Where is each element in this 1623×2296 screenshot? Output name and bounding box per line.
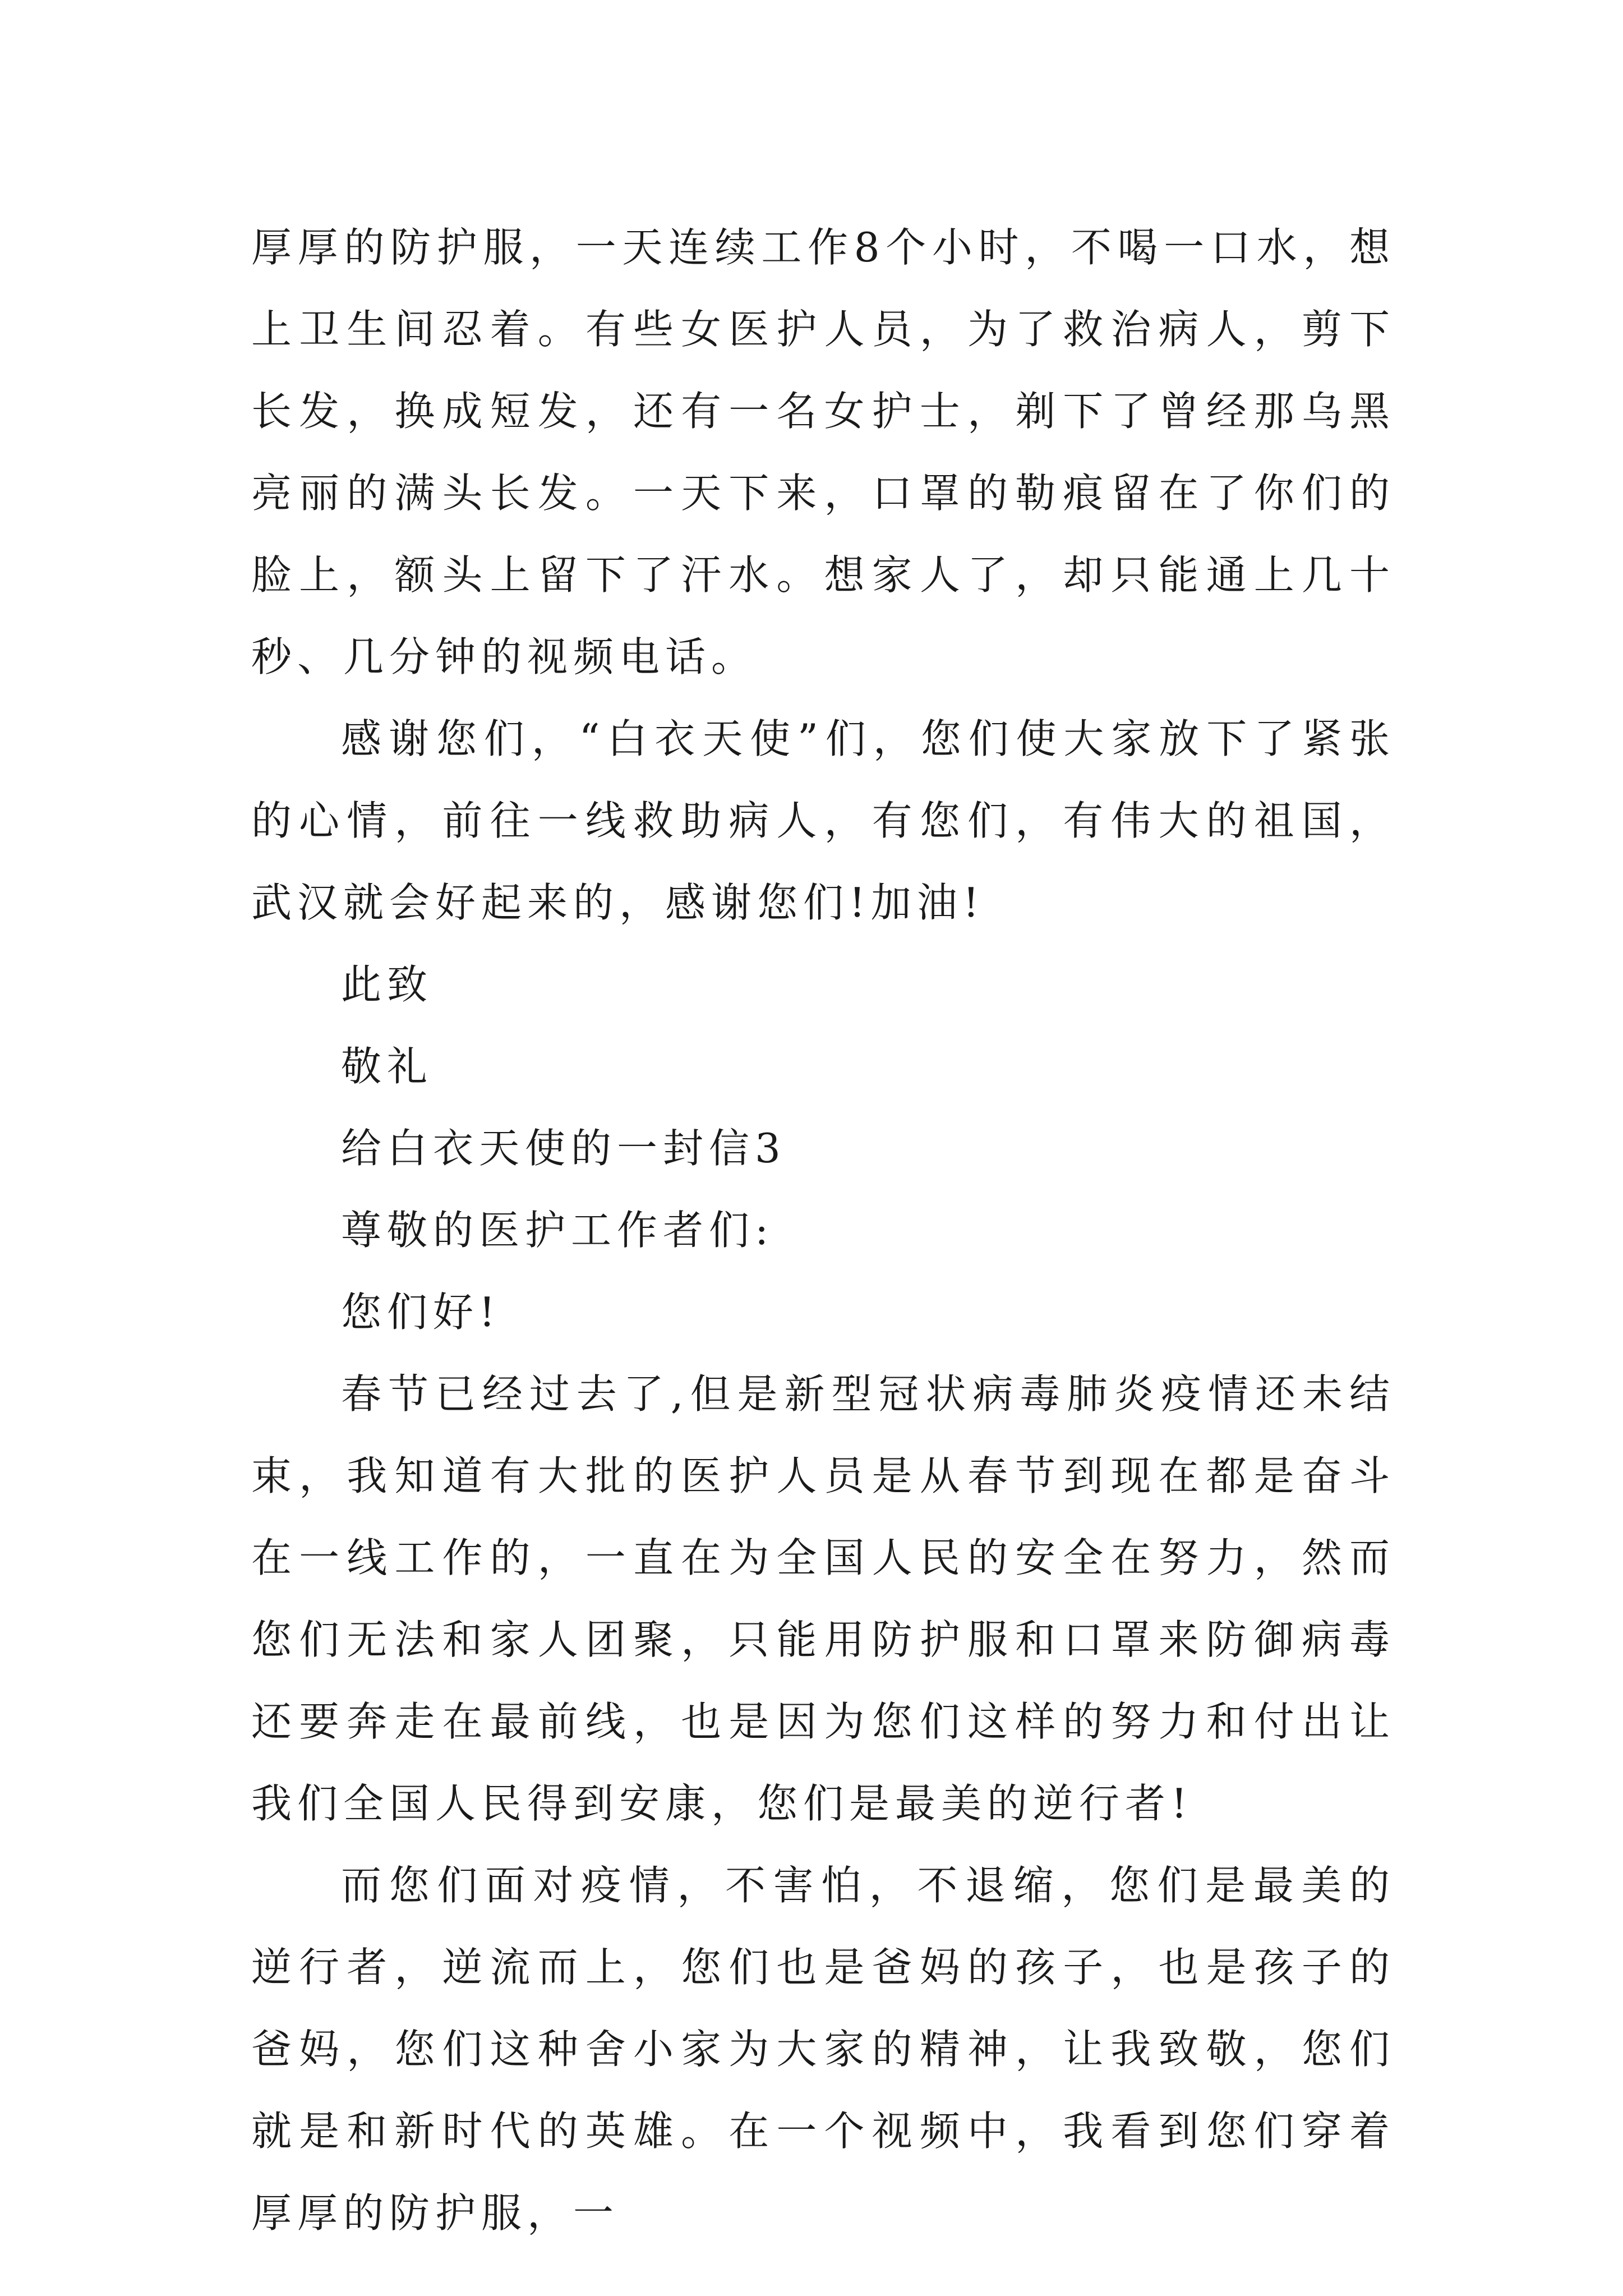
letter-body (251, 206, 1395, 2254)
closing-salutation: 此致 (341, 961, 434, 1008)
paragraph-4: 而您们面对疫情，不害怕，不退缩，您们是最美的逆行者，逆流而上，您们也是爸妈的孩子，也是孩子的爸妈，您们这种舍小家为大家的精神，让我致敬，您们就是和新时代的英雄。在一个视频中，我看到您们穿着厚厚的防护服，一 (251, 1862, 1395, 2237)
letter-greeting: 尊敬的医护工作者们: (341, 1207, 774, 1254)
paragraph-1: 厚厚的防护服，一天连续工作8个小时，不喝一口水，想上卫生间忍着。有些女医护人员，为了救治病人，剪下长发，换成短发，还有一名女护士，剃下了曾经那乌黑亮丽的满头长发。一天下来，口罩的勒痕留在了你们的脸上，额头上留下了汗水。想家人了，却只能通上几十秒、几分钟的视频电话。 (251, 224, 1395, 680)
letter-hello: 您们好! (341, 1289, 501, 1336)
letter-title: 给白衣天使的一封信3 (341, 1125, 786, 1172)
paragraph-3: 春节已经过去了,但是新型冠状病毒肺炎疫情还未结束，我知道有大批的医护人员是从春节到现在都是奋斗在一线工作的，一直在为全国人民的安全在努力，然而您们无法和家人团聚，只能用防护服和口罩来防御病毒还要奔走在最前线，也是因为您们这样的努力和付出让我们全国人民得到安康，您们是最美的逆行者! (251, 1370, 1395, 1827)
paragraph-2: 感谢您们，“白衣天使”们，您们使大家放下了紧张的心情，前往一线救助病人，有您们，有伟大的祖国，武汉就会好起来的，感谢您们!加油! (251, 715, 1395, 926)
closing-regards: 敬礼 (341, 1043, 434, 1090)
